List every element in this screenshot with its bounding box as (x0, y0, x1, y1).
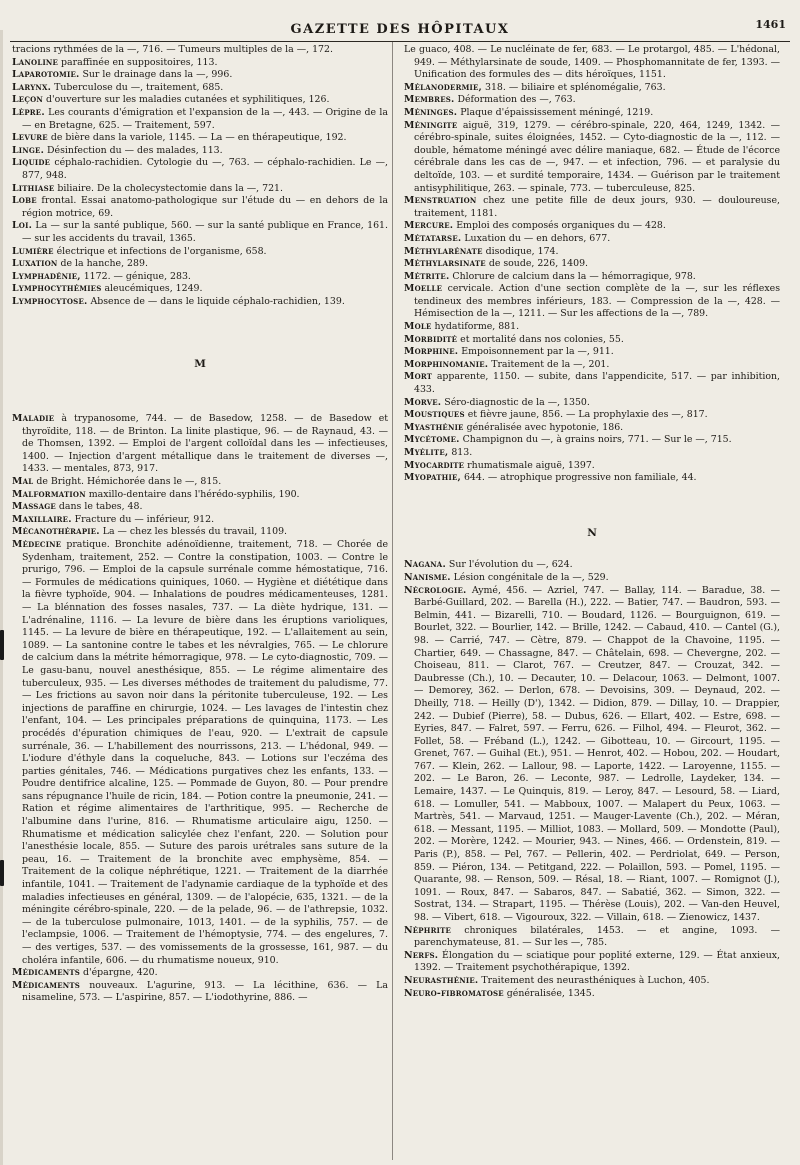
entry-text: Tuberculose du —, traitement, 685. (54, 81, 224, 93)
entry-text: d'ouverture sur les maladies cutanées et syphilitiques, 126. (45, 94, 330, 106)
entry-heading: Lumière (12, 245, 54, 257)
index-entry (12, 220, 388, 245)
index-entry (12, 258, 388, 271)
index-entry (404, 434, 780, 447)
index-entry (404, 585, 780, 925)
index-entry (12, 132, 388, 145)
index-entry (404, 220, 780, 233)
entry-heading: Médicaments (12, 979, 81, 991)
entry-heading: Liquide (12, 157, 51, 169)
index-entry (12, 514, 388, 527)
index-entry (12, 967, 388, 980)
entry-heading: Membres. (404, 94, 455, 106)
entry-heading: Mal (12, 476, 34, 488)
entry-heading: Mort (404, 371, 433, 383)
entry-heading: Maladie (12, 413, 55, 425)
index-entry (404, 950, 780, 975)
entry-text: généralisée avec hypotonie, 186. (466, 421, 624, 433)
page-number: 1461 (755, 18, 786, 31)
entry-text: 644. — atrophique progressive non familiale, 44. (463, 472, 697, 484)
index-entry (404, 409, 780, 422)
entry-heading: Myélite, (404, 447, 449, 458)
entry-text: dans le tabes, 48. (58, 501, 143, 513)
index-entry (12, 94, 388, 107)
right-column (404, 44, 780, 1000)
entry-text: et mortalité dans nos colonies, 55. (460, 333, 624, 345)
index-entry (12, 107, 388, 132)
index-entry (12, 57, 388, 70)
index-entry (404, 925, 780, 950)
header-rule (10, 41, 790, 42)
entry-heading: Médicaments (12, 967, 81, 979)
entry-text: et fièvre jaune, 856. — La prophylaxie des —, 817. (467, 409, 708, 421)
entry-text: rhumatismale aiguë, 1397. (467, 459, 595, 471)
entry-heading: Myocardite (404, 459, 465, 471)
page-header (0, 8, 800, 42)
entry-heading: Lobe (12, 195, 37, 207)
entry-text: Plaque d'épaississement méningé, 1219. (460, 106, 654, 118)
entry-heading: Mole (404, 321, 432, 333)
entry-heading: Mercure. (404, 220, 454, 232)
index-block-l-end (12, 44, 388, 308)
entry-text: Sur le drainage dans la —, 996. (82, 69, 233, 81)
index-entry (12, 183, 388, 196)
index-entry (404, 44, 780, 82)
index-entry (12, 157, 388, 182)
index-entry (404, 975, 780, 988)
entry-heading: Linge. (12, 144, 45, 156)
entry-heading: Laparotomie. (12, 69, 80, 81)
entry-text: de bière dans la variole, 1145. — La — en thérapeutique, 192. (50, 132, 347, 144)
entry-text: biliaire. De la cholecystectomie dans la —, 721. (57, 182, 283, 194)
index-entry (404, 246, 780, 259)
index-entry (404, 94, 780, 107)
entry-heading: Larynx. (12, 81, 52, 93)
entry-text: chez une petite fille de deux jours, 930. — douloureuse, traitement, 1181. (414, 195, 780, 219)
entry-text: Sur l'évolution du —, 624. (448, 559, 573, 571)
entry-text: cervicale. Action d'une section complète de la —, sur les réflexes tendineux des membres inférieurs, 183. — Compression de la —, 428. — Hémisection de la —, 1211. — Sur les affections de la —, 789. (414, 283, 781, 320)
entry-heading: Méthylarénate (404, 245, 483, 257)
entry-text: généralisée, 1345. (506, 987, 595, 999)
index-entry (404, 82, 780, 95)
index-entry (404, 359, 780, 372)
entry-text: 318. — biliaire et splénomégalie, 763. (485, 81, 666, 93)
index-entry (12, 145, 388, 158)
index-entry (404, 233, 780, 246)
entry-text: Traitement des neurasthéniques à Luchon, 405. (481, 974, 710, 986)
entry-text: hydatiforme, 881. (434, 321, 520, 333)
entry-text: Désinfection du — des malades, 113. (47, 144, 223, 156)
index-entry (12, 980, 388, 1005)
index-entry (404, 447, 780, 460)
entry-text: électrique et infections de l'organisme, 658. (56, 245, 267, 257)
index-entry (12, 82, 388, 95)
index-entry (404, 572, 780, 585)
entry-heading: Morphinomanie. (404, 358, 489, 370)
index-entry (404, 271, 780, 284)
entry-text: Empoisonnement par la —, 911. (461, 346, 614, 358)
entry-text: Absence de — dans le liquide céphalo-rachidien, 139. (90, 295, 345, 307)
entry-heading: Moustiques (404, 409, 465, 421)
index-entry (404, 258, 780, 271)
entry-heading: Maxillaire. (12, 513, 72, 525)
entry-heading: Mélanodermie, (404, 81, 483, 93)
index-entry (404, 107, 780, 120)
entry-text: Aymé, 456. — Azriel, 747. — Ballay, 114. — Baradue, 38. — Barbé-Guillard, 202. — Barella (H.), 222. — Batier, 747. — Baudron, 593. — Belmin, 441. — Bizarelli, 710. — Boudard, 1126. — Bourguignon, 619. — Bourlet, 322. — Bourlier, 142. — Brille, 1242. — Cabaud, 410. — Cantel (G.), 98. — Carrié, 747. — Cètre, 879. — Chappot de la Chavoine, 1195. — Chartier, 649. — Chassagne, 847. — Châtelain, 698. — Chevergne, 202. — Choiseau, 811. — Clarot, 767. — Creutzer, 847. — Crouzat, 342. — Daubresse (Ch.), 10. — Decauter, 10. — Delacour, 1063. — Delmont, 1007. — Demorey, 362. — Derlon, 678. — Devoisins, 309. — Deynaud, 202. — Dheilly, 718. — Heilly (D'), 1342. — Didion, 879. — Dillay, 10. — Drappier, 242. — Dubief (Pierre), 58. — Dubus, 626. — Ellart, 402. — Estre, 698. — Eyries, 847. — Falret, 597. — Ferru, 626. — Filhol, 494. — Fleurot, 362. — Follet, 58. — Fréband (L.), 1242. — Gibotteau, 10. — Gircourt, 1195. — Grenet, 767. — Guihal (Et.), 951. — Henrot, 402. — Hobou, 202. — Houdart, 767. — Klein, 262. — Lallour, 98. — Laporte, 1422. — Laroyenne, 1155. — 202. — Le Baron, 26. — Leconte, 987. — Ledrolle, Laydeker, 134. — Lemaire, 1437. — Le Quinquis, 819. — Leroy, 847. — Lesourd, 58. — Liard, 618. — Lomuller, 541. — Mabboux, 1007. — Malapert du Peux, 1063. — Martrès, 541. — Marvaud, 1251. — Mauger-Lavente (Ch.), 202. — Méran, 618. — Messant, 1195. — Milliot, 1083. — Mollard, 509. — Mondotte (Paul), 202. — Morère, 1242. — Mourier, 943. — Nines, 466. — Ordenstein, 819. — Paris (P.), 858. — Pel, 767. — Pellerin, 402. — Perdriolat, 649. — Person, 859. — Piéron, 134. — Petitgand, 222. — Polaillon, 593. — Pomel, 1195. — Quarante, 98. — Renson, 509. — Résal, 18. — Riant, 1007. — Romignot (J.), 1091. — Roux, 847. — Sabaros, 847. — Sabatié, 362. — Simon, 322. — Sostrat, 134. — Strapart, 1195. — Thérèse (Louis), 202. — Van-den Heuvel, 98. — Vibert, 618. — Vigouroux, 322. — Villain, 618. — Zienowicz, 1437. (414, 584, 780, 923)
entry-text: paraffinée en suppositoires, 113. (61, 56, 218, 68)
entry-heading: Nécrologie. (404, 584, 467, 596)
entry-heading: Mécanothérapie. (12, 526, 100, 538)
entry-text: Séro-diagnostic de la —, 1350. (444, 396, 590, 408)
entry-text: Les courants d'émigration et l'expansion de la —, 443. — Origine de la — en Bretagne, 625. — Traitement, 597. (22, 106, 388, 131)
index-entry (12, 44, 388, 57)
index-entry (12, 539, 388, 967)
entry-heading: Lymphocythémies (12, 283, 102, 295)
entry-text: 813. (451, 447, 473, 458)
entry-text: Déformation des —, 763. (457, 94, 576, 106)
index-entry (404, 559, 780, 572)
entry-heading: Mycétome. (404, 434, 460, 446)
entry-heading: Myasthénie (404, 421, 464, 433)
entry-heading: Lèpre. (12, 106, 45, 118)
index-entry (404, 422, 780, 435)
entry-text: de la hanche, 289. (60, 258, 148, 270)
left-column (12, 44, 388, 1005)
entry-heading: Métrite. (404, 270, 450, 282)
entry-text: Le guaco, 408. — Le nucléinate de fer, 683. — Le protargol, 485. — L'hédonal, 949. — Méthylarsinate de soude, 1409. — Phosphomannitate de fer, 1393. — Unification des formules des — dits héroïques, 1151. (404, 44, 780, 81)
entry-text: Luxation du — en dehors, 677. (464, 232, 611, 244)
entry-text: de soude, 226, 1409. (488, 258, 589, 270)
index-entry (12, 296, 388, 309)
index-entry (12, 69, 388, 82)
index-entry (404, 120, 780, 196)
entry-heading: Malformation (12, 488, 86, 500)
entry-heading: Moelle (404, 283, 443, 295)
index-entry (12, 489, 388, 502)
index-entry (404, 321, 780, 334)
index-entry (12, 195, 388, 220)
entry-text: frontal. Essai anatomo-pathologique sur l'étude du — en dehors de la région motrice, 69. (22, 195, 388, 219)
index-entry (404, 460, 780, 473)
index-entry (404, 472, 780, 485)
entry-text: nouveaux. L'agurine, 913. — La lécithine, 636. — La nisameline, 573. — L'aspirine, 857. — L'iodothyrine, 886. — (22, 979, 388, 1004)
entry-text: maxillo-dentaire dans l'hérédo-syphilis, 190. (88, 488, 300, 500)
entry-text: aleucémiques, 1249. (104, 283, 203, 295)
index-entry (12, 501, 388, 514)
index-entry (404, 988, 780, 1001)
entry-text: disodique, 174. (485, 245, 559, 257)
entry-heading: Morphine. (404, 346, 459, 358)
index-entry (404, 334, 780, 347)
journal-title: GAZETTE DES HÔPITAUX (290, 22, 510, 37)
entry-heading: Myopathie, (404, 472, 461, 484)
ink-mark (0, 630, 4, 660)
index-entry (404, 283, 780, 321)
entry-heading: Médecine (12, 539, 62, 550)
index-entry (12, 246, 388, 259)
page-edge (0, 30, 3, 1165)
entry-heading: Métatarse. (404, 232, 462, 244)
entry-text: La — sur la santé publique, 560. — sur la santé publique en France, 161. — sur les accidents du travail, 1365. (22, 220, 388, 244)
index-entry (12, 413, 388, 476)
entry-text: apparente, 1150. — subite, dans l'appendicite, 517. — par inhibition, 433. (414, 371, 781, 396)
entry-heading: Lanoline (12, 56, 59, 68)
section-letter-m: M (194, 358, 206, 371)
entry-heading: Lymphadénie, (12, 270, 81, 282)
entry-text: 1172. — génique, 283. (83, 270, 191, 282)
entry-heading: Néphrite (404, 924, 452, 936)
entry-text: Fracture du — inférieur, 912. (74, 513, 215, 525)
entry-heading: Nanisme. (404, 571, 451, 583)
entry-text: Champignon du —, à grains noirs, 771. — Sur le —, 715. (462, 434, 732, 446)
entry-heading: Méninges. (404, 106, 458, 118)
entry-heading: Méthylarsinate (404, 258, 486, 270)
section-letter-n: N (587, 526, 597, 539)
entry-text: pratique. Bronchite adénoïdienne, traitement, 718. — Chorée de Sydenham, traitement, 252. — Contre la constipation, 1003. — Contre le prurigo, 796. — Emploi de la capsule surrénale comme hémostatique, 716. — Formules de médications quiniques, 1060. — Hygiène et diététique dans la fièvre typhoïde, 904. — Inhalations de poudres médicamenteuses, 1281. — La blénnation des fosses nasales, 737. — La diète hydrique, 131. — L'adrénaline, 1116. — La levure de bière dans les éruptions varioliques, 1145. — La levure de bière en thérapeutique, 192. — L'allaitement au sein, 1089. — La santonine contre le tabes et les névralgies, 765. — Le chlorure de calcium dans la métrite hémorragique, 978. — Le cyto-diagnostic, 709. — Le gasu-banu, nouvel anesthésique, 855. — Le régime alimentaire des tuberculeux, 935. — Les diverses méthodes de traitement du paludisme, 77. — Les frictions au savon noir dans la péritonite tuberculeuse, 192. — Les injections de paraffine en chirurgie, 1024. — Les lavages de l'intestin chez l'enfant, 104. — Les principales préparations de quinquina, 1173. — Les procédés d'épuration chimiques de l'eau, 920. — L'extrait de capsule surrénale, 36. — L'habillement des nourrissons, 213. — L'hédonal, 949. — L'iodure d'éthyle dans la coqueluche, 843. — Lotions sur l'eczéma des parties génitales, 746. — Médications purgatives chez les enfants, 133. — Poudre dentifrice alcaline, 125. — Pommade de Guyon, 80. — Pour prendre sans répugnance l'huile de ricin, 184. — Potion contre la pneumonie, 241. — Ration et régime alimentaires de l'arthritique, 995. — Recherche de l'albumine dans l'urine, 816. — Rhumatisme articulaire aigu, 1250. — Rhumatisme et médication salicylée chez l'enfant, 220. — Solution pour l'anesthésie locale, 855. — Suture des parois urétrales sans suture de la peau, 16. — Traitement de la bronchite avec emphysème, 854. — Traitement de la colique néphrétique, 1221. — Traitement de la diarrhée infantile, 1041. — Traitement de l'adynamie cardiaque de la typhoïde et des maladies infectieuses en général, 1309. — de l'alopécie, 635, 1321. — de la méningite cérébro-spinale, 220. — de la pelade, 96. — de l'athrepsie, 1032. — de la tuberculose pulmonaire, 1013, 1401. — de la syphilis, 757. — de l'eclampsie, 1006. — Traitement de l'hémoptysie, 774. — des engelures, 7. — des vertiges, 537. — des vomissements de la grossesse, 161, 987. — du choléra infantile, 606. — du rhumatisme noueux, 910. (22, 539, 389, 966)
entry-heading: Nerfs. (404, 949, 439, 961)
index-entry (404, 346, 780, 359)
index-entry (12, 283, 388, 296)
entry-text: chroniques bilatérales, 1453. — et angine, 1093. — parenchymateuse, 81. — Sur les —, 785. (414, 924, 780, 949)
entry-text: La — chez les blessés du travail, 1109. (102, 526, 288, 538)
entry-text: Élongation du — sciatique pour poplité externe, 129. — État anxieux, 1392. — Traitement psychothérapique, 1392. (414, 949, 780, 974)
entry-heading: Morbidité (404, 333, 458, 345)
entry-text: aiguë, 319, 1279. — cérébro-spinale, 220, 464, 1249, 1342. — cérébro-spinale, suites éloignées, 1452. — Cyto-diagnostic de la —, 112. — double, hématome méningé avec délire maniaque, 682. — Étude de l'écorce cérébrale dans les cas de —, 947. — et infection, 796. — et paralysie du deltoïde, 103. — et surdité temporaire, 1434. — Guérison par le traitement antisyphilitique, 263. — spinale, 773. — tuberculeuse, 825. (414, 119, 780, 194)
entry-heading: Loi. (12, 220, 33, 232)
index-entry (404, 397, 780, 410)
entry-heading: Levure (12, 132, 48, 144)
entry-heading: Neurasthénie. (404, 974, 479, 986)
entry-text: tracions rythmées de la —, 716. — Tumeurs multiples de la —, 172. (12, 44, 333, 55)
index-entry (404, 195, 780, 220)
ink-mark (0, 860, 4, 886)
index-entry (12, 271, 388, 284)
entry-text: d'épargne, 420. (83, 967, 158, 979)
entry-heading: Méningite (404, 119, 458, 131)
entry-heading: Morve. (404, 396, 442, 408)
column-divider (392, 42, 393, 1160)
entry-heading: Lithiase (12, 182, 55, 194)
entry-heading: Nagana. (404, 559, 446, 571)
index-block-n (404, 559, 780, 1000)
entry-heading: Leçon (12, 94, 43, 106)
entry-text: Emploi des composés organiques du — 428. (456, 220, 666, 232)
entry-heading: Neuro-fibromatose (404, 987, 504, 999)
entry-text: Chlorure de calcium dans la — hémorragique, 978. (452, 270, 696, 282)
entry-text: Lésion congénitale de la —, 529. (453, 571, 609, 583)
entry-heading: Menstruation (404, 195, 477, 207)
index-entry (404, 371, 780, 396)
index-block-m (12, 413, 388, 1005)
entry-heading: Lymphocytose. (12, 295, 88, 307)
index-entry (12, 526, 388, 539)
entry-heading: Luxation (12, 258, 58, 270)
entry-text: à trypanosome, 744. — de Basedow, 1258. — de Basedow et thyroïdite, 118. — de Brinton. La linite plastique, 96. — de Raynaud, 43. — de Thomsen, 1392. — Emploi de l'argent colloïdal dans les — infectieuses, 1400. — Injection d'argent métallique dans le traitement de diverses —, 1433. — mentales, 873, 917. (22, 413, 389, 475)
entry-heading: Massage (12, 501, 56, 513)
index-block-m-cont (404, 44, 780, 485)
index-entry (12, 476, 388, 489)
entry-text: de Bright. Hémichorée dans le —, 815. (36, 476, 222, 488)
entry-text: Traitement de la —, 201. (491, 358, 610, 370)
entry-text: céphalo-rachidien. Cytologie du —, 763. — céphalo-rachidien. Le —, 877, 948. (22, 157, 388, 181)
